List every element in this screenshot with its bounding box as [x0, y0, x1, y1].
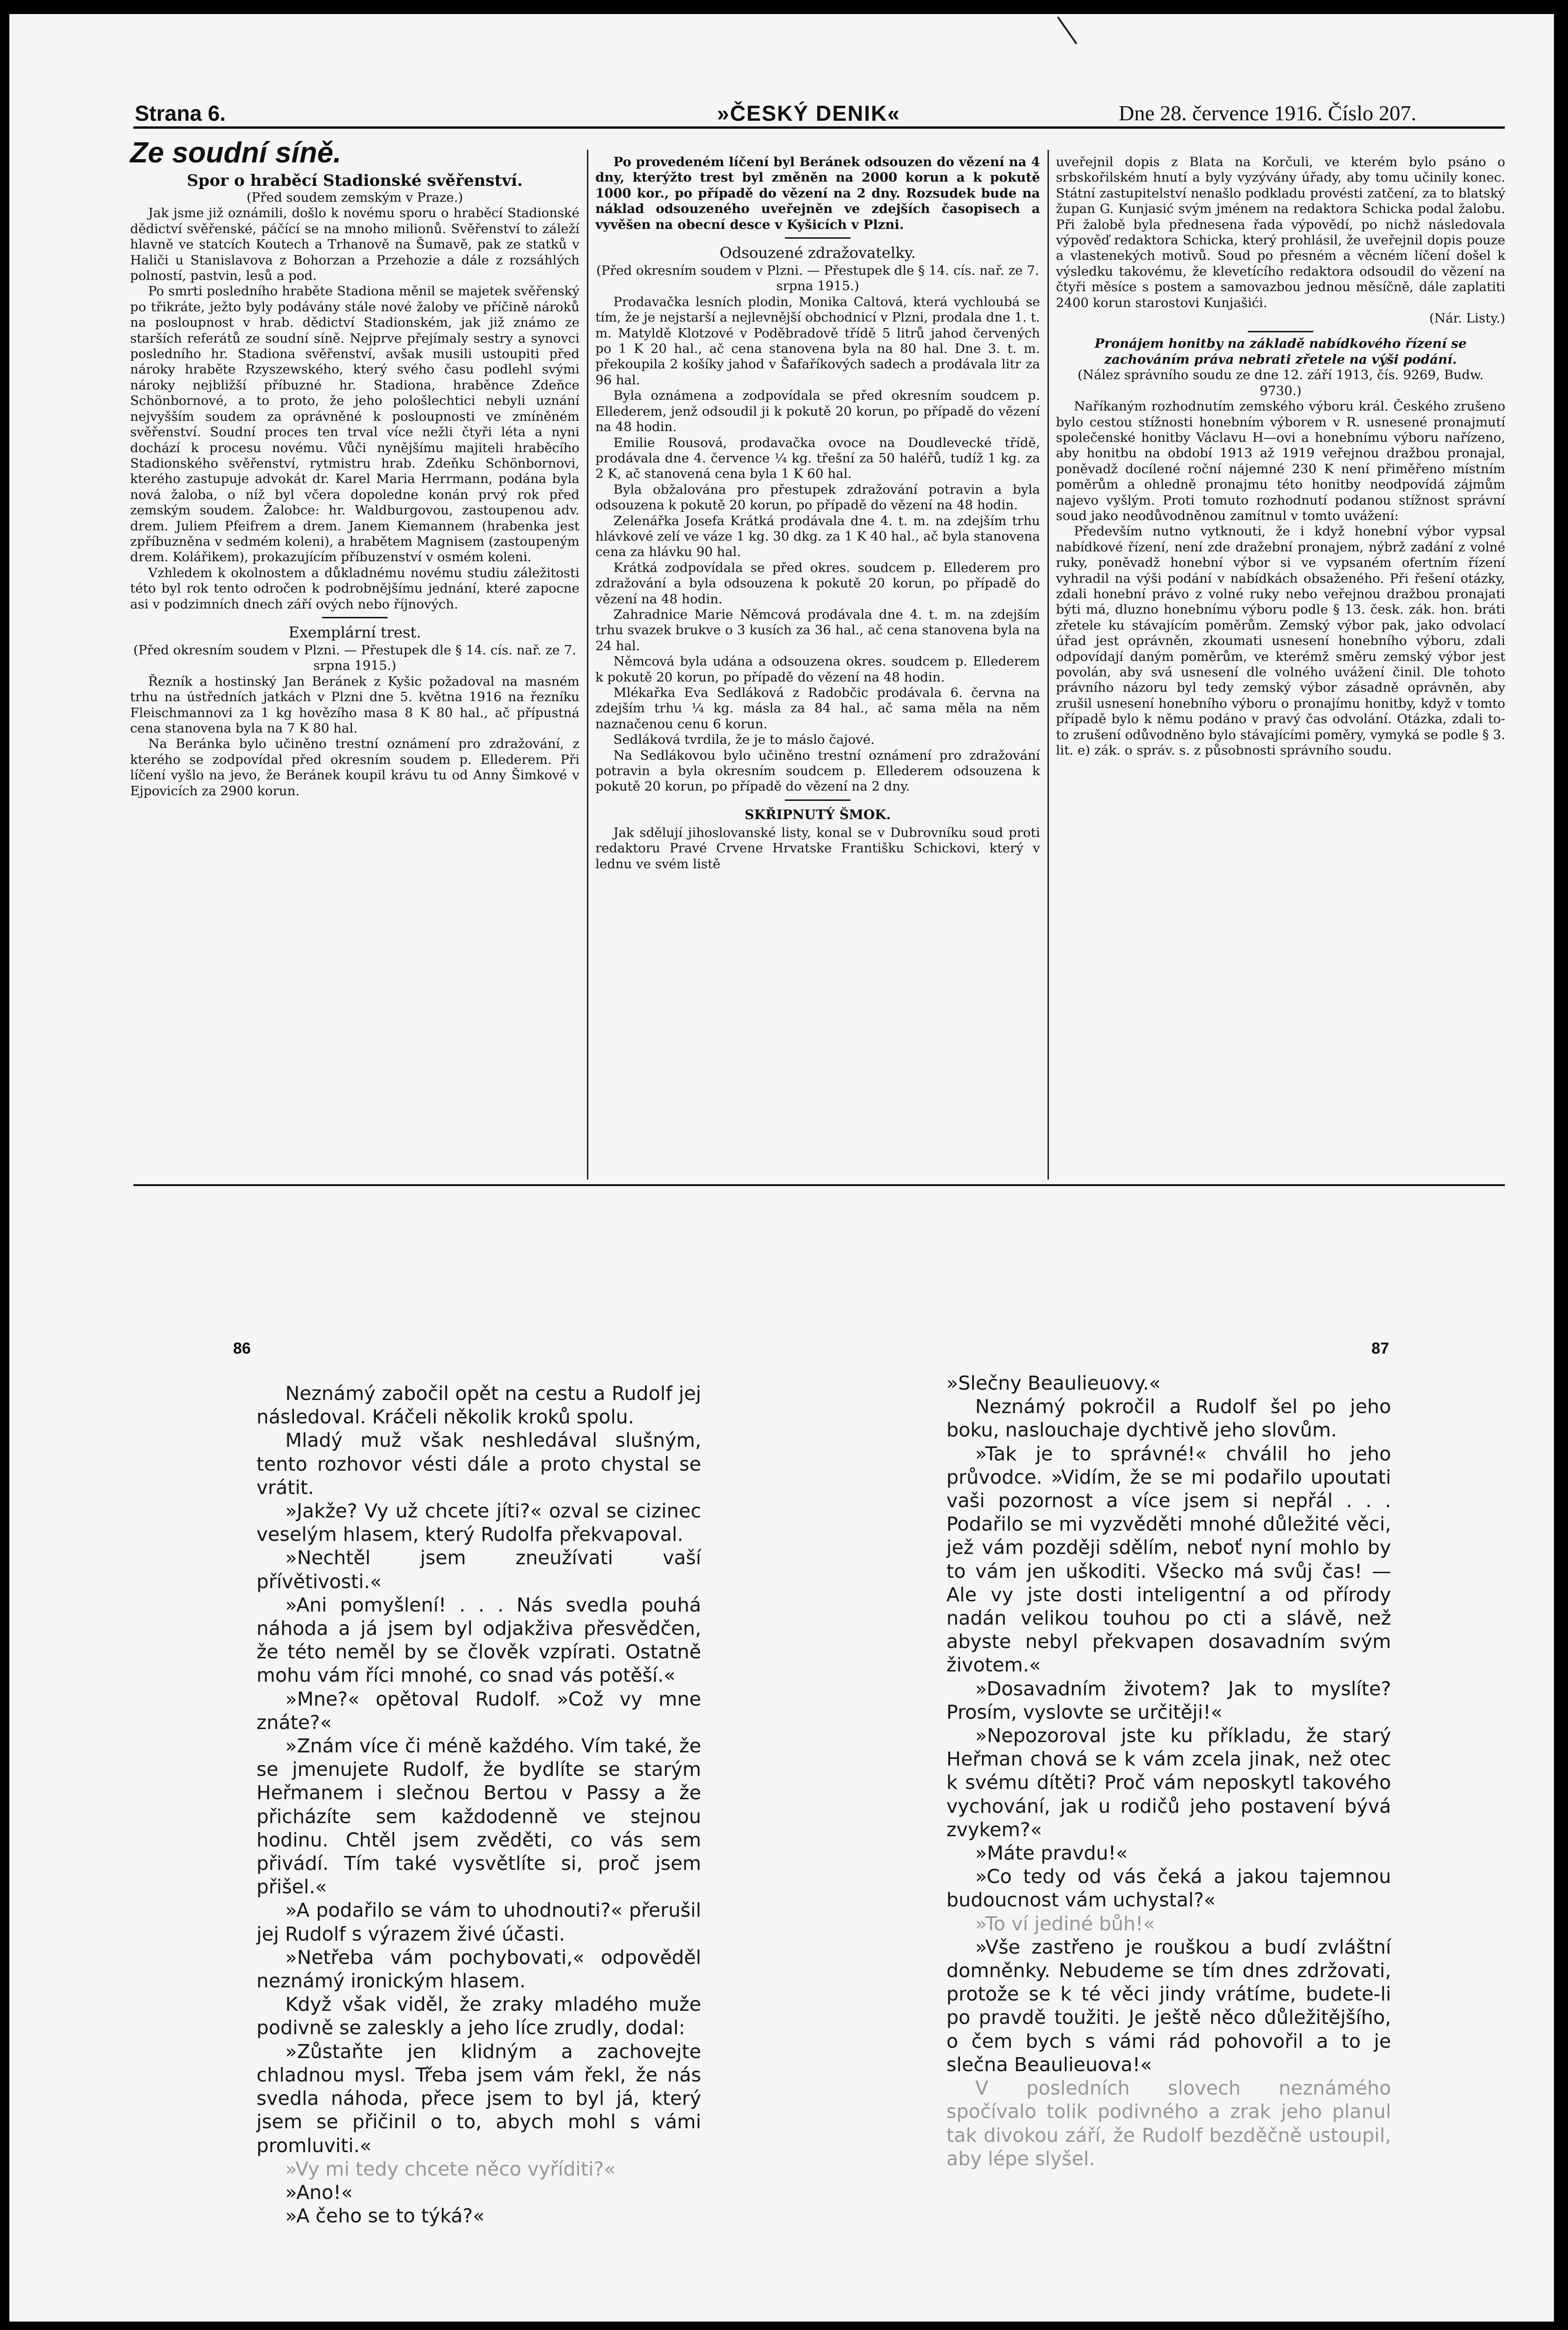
article-3-paragraph: Byla oznámena a zodpovídala se před okresním soudcem p. Ellederem, jenž odsoudil ji k pokutě 20 korun, po případě do vězení na 48 hodin. — [595, 388, 1040, 435]
novel-paragraph: »Znám více či méně každého. Vím také, že se jmenujete Rudolf, že bydlíte se starým Heřmanem i slečnou Bertou v Passy a že přicházíte sem každodenně ve stejnou hodinu. Chtěl jsem zvěděti, co vás sem přivádí. Tím také vysvětlíte si, proč jsem přišel.« — [256, 1735, 701, 1898]
column-divider — [1048, 150, 1049, 1180]
article-1-paragraph: Vzhledem k okolnostem a důkladnému novému studiu záležitosti této byl rok tento odročen k podrobnějšímu jednání, které zapocne asi v podzimních dnech září ových nebo říjnových. — [130, 565, 579, 612]
article-3-paragraph: Emilie Rousová, prodavačka ovoce na Doudlevecké třídě, prodávala dne 4. července ¼ kg. třešní za 50 haléřů, tudíž 1 kg. za 2 K, ač stanovená cena byla 1 K 60 hal. — [595, 435, 1040, 482]
novel-paragraph: Neznámý pokročil a Rudolf šel po jeho boku, naslouchaje dychtivě jeho slovům. — [946, 1395, 1391, 1442]
article-2-title: Exemplární trest. — [288, 623, 421, 641]
feuilleton-right-page — [946, 1371, 1391, 2170]
novel-paragraph: »Co tedy od vás čeká a jakou tajemnou budoucnost vám uchystal?« — [946, 1865, 1391, 1912]
novel-paragraph: »Zůstaňte jen klidným a zachovejte chladnou mysl. Třeba jsem vám řekl, že nás svedla náhoda, přece jsem to byl já, který jsem se přičinil o to, abych mohl s vámi promluviti.« — [256, 2040, 701, 2157]
separator-rule — [1248, 331, 1313, 332]
column-2 — [595, 154, 1040, 872]
newspaper-page — [9, 14, 1554, 2322]
article-1-title: Spor o hraběcí Stadionské svěřenství. — [187, 171, 523, 190]
article-3-paragraph: Krátká zodpovídala se před okres. soudcem p. Ellederem pro zdražování a byla odsouzena k pokutě 20 korun, po případě do vězení na 48 hodin. — [595, 560, 1040, 607]
article-3-paragraph: Byla obžalována pro přestupek zdražování potravin a byla odsouzena k pokutě 20 korun, po případě do vězení na 48 hodin. — [595, 482, 1040, 513]
article-1-paragraph: Po smrti posledního hraběte Stadiona měnil se majetek svěřenský po třikráte, ježto byly podávány stále nové žaloby ve příčině nároků na posloupnost v hrab. dědictví Stadionském, jak již známo ze starších referátů ze soudní síně. Nejprve přejímaly sestry a synovci posledního hr. Stadiona svěřenství, avšak musili ustoupiti před nároky hraběte Rzyszewského, který svého času podlehl svými nároky nejbližší příbuzné hr. Stadiona, hraběnce Zdeňce Schönbornové, a to proto, že jeho pološlechtici nebyli uznání nejvyšším soudem za oprávněné k posloupnosti ve zmíněném svěřenství. Soudní proces ten trval více nežli čtyři léta a nyni dochází k procesu novému. Vůči nynějšímu majiteli hraběcího Stadionského svěřenství, rytmistru hrab. Zdeňku Schönbornovi, kterého zastupuje advokát dr. Karel Maria Herrmann, podána byla nová žaloba, o níž byl včera dopoledne konán prvý rok před zemským soudem. Žalobce: hr. Waldburgovou, zastoupenou adv. drem. Juliem Pfeifrem a drem. Janem Kiemannem (hrabenka jest zpříbuzněna v sedmém koleni), a hrabětem Magnisem (zastoupeným drem. Kolářikem), prokazujícím příbuzenství v osmém koleni. — [130, 284, 579, 565]
novel-paragraph: »Vy mi tedy chcete něco vyříditi?« — [285, 2157, 616, 2180]
left-page-number: 86 — [233, 1340, 251, 1357]
article-3-paragraph: Zahradnice Marie Němcová prodávala dne 4. t. m. na zdejším trhu svazek brukve o 3 kusích za 36 hal., ač cena stanovena byla na 24 hal. — [595, 607, 1040, 653]
feuilleton-left-page — [256, 1382, 701, 2227]
bottom-rule — [133, 1184, 1505, 1186]
novel-paragraph: Neznámý zabočil opět na cestu a Rudolf jej následoval. Kráčeli několik kroků spolu. — [256, 1382, 701, 1429]
article-5-title: Pronájem honitby na základě nabídkového řízení se zachováním práva nebrati zřetele na výši podání. — [1094, 336, 1467, 367]
article-3-paragraph: Prodavačka lesních plodin, Monika Caltová, která vychloubá se tím, že je nejstarší a nejlevnější obchodnicí v Plzni, prodala dne 1. t. m. Matyldě Klotzové v Poděbradově třídě 5 litrů jahod červených po 1 K 20 hal., ač cena stanovena byla na 80 hal. Dne 3. t. m. překoupila 2 košíky jahod v Šafaříkových sadech a prodávala litr za 96 hal. — [595, 294, 1040, 388]
verdict-paragraph: Po provedeném líčení byl Beránek odsouzen do vězení na 4 dny, kterýžto trest byl změněn na 2000 korun a k pokutě 1000 kor., po případě do vězení na 2 dny. Rozsudek bude na náklad odsouzeného uveřejněn ve zdejších časopisech a vyvěšen na obecní desce v Kyšicích v Plzni. — [595, 154, 1040, 232]
article-3-paragraph: Mlékařka Eva Sedláková z Radobčic prodávala 6. června na zdejším trhu ¼ kg. másla za 84 hal., ač sama měla na něm naznačenou cenu 6 korun. — [595, 685, 1040, 732]
column-3 — [1056, 154, 1505, 758]
article-3-paragraph: Sedláková tvrdila, že je to máslo čajové. — [613, 732, 875, 747]
novel-paragraph: »Nepozoroval jste ku příkladu, že starý Heřman chová se k vám zcela jinak, než otec k svému dítěti? Proč vám neposkytl takového vychování, jak u rodičů jeho postavení bývá zvykem?« — [946, 1724, 1391, 1841]
novel-paragraph: »Máte pravdu!« — [975, 1842, 1128, 1865]
article-4-continued: uveřejnil dopis z Blata na Korčuli, ve kterém bylo psáno o srbskořilském hnutí a byly vyzývány úřady, aby tomu učinily konec. Státní zastupitelství nenašlo podkladu provésti zatčení, za to blatský župan G. Kunjasić svým jménem na redaktora Schicka podal žalobu. Při žalobě byla přednesena řada výpovědí, po nichž následovala výpověď redaktora Schicka, který prohlásil, že uveřejnil dopis pouze a vlastenekých motivů. Soud po přesném a věcném líčení došel k výsledku takovému, že klevetícího redaktora odsoudil do vězení na čtyři měsíce s postem a samovazbou jednou měsíčně, dále zaplatiti 2400 korun starostovi Kunjašići. — [1056, 154, 1505, 310]
article-2-subtitle: (Před okresním soudem v Plzni. — Přestupek dle § 14. cís. nař. ze 7. srpna 1915.) — [133, 642, 577, 674]
article-2-paragraph: Řezník a hostinský Jan Beránek z Kyšic požadoval na masném trhu na ústředních jatkách v Plzni dne 5. května 1916 na řezníku Fleischmannovi za 1 kg hovězího masa 8 K 80 hal., ač přípustná cena stanovena byla na 7 K 80 hal. — [130, 674, 579, 736]
section-title: Ze soudní síně. — [130, 137, 342, 169]
separator-rule — [322, 617, 388, 618]
scan-scratch-mark — [1057, 16, 1077, 44]
novel-paragraph: »A podařilo se vám to uhodnouti?« přerušil jej Rudolf s výrazem živé účasti. — [256, 1899, 701, 1945]
novel-paragraph: Mladý muž však neshledával slušným, tento rozhovor vésti dále a proto chystal se vrátit. — [256, 1429, 701, 1499]
source-credit: (Nár. Listy.) — [1429, 311, 1505, 326]
separator-rule — [785, 799, 850, 801]
right-page-number: 87 — [1371, 1340, 1389, 1357]
novel-paragraph: »Ani pomyšlení! . . . Nás svedla pouhá náhoda a já jsem byl odjakživa přesvědčen, že této neměl by se člověk vzpírati. Ostatně mohu vám říci mnohé, co snad vás potěší.« — [256, 1593, 701, 1687]
novel-paragraph: »Tak je to správné!« chválil ho jeho průvodce. »Vidím, že se mi podařilo upoutati vaši pozornost a více jsem si nepřál . . . Podařilo se mi vyzvěděti mnohé důležité věci, jež vám později sdělím, neboť nyní mohlo by to vám jen uškoditi. Všecko má svůj čas! — Ale vy jste dosti inteligentní a od přírody nadán velikou touhou po cti a slávě, než abyste nebyl překvapen dosavadním svým životem.« — [946, 1442, 1391, 1677]
article-3-title: Odsouzené zdražovatelky. — [719, 244, 916, 262]
novel-paragraph: »Nechtěl jsem zneužívati vaší přívětivosti.« — [256, 1546, 701, 1593]
novel-paragraph: »Slečny Beaulieuovy.« — [946, 1372, 1161, 1394]
article-4-title: SKŘIPNUTÝ ŠMOK. — [744, 806, 891, 822]
masthead-rule — [133, 126, 1505, 129]
article-3-paragraph: Na Sedlákovou bylo učiněno trestní oznámení pro zdražování potravin a byla okresním soudcem p. Ellederem odsouzena k pokutě 20 korun, po případě do vězení na 2 dny. — [595, 747, 1040, 794]
article-4-paragraph: Jak sdělují jihoslovanské listy, konal se v Dubrovníku soud proti redaktoru Pravé Crvene Hrvatske Františku Schickovi, který v lednu ve svém listě — [595, 825, 1040, 872]
novel-paragraph: »Vše zastřeno je rouškou a budí zvláštní domněnky. Nebudeme se tím dnes zdržovati, protože se k té věci jindy vrátíme, budete-li po pravdě toužiti. Je ještě něco důležitějšího, o čem bych s vámi rád pohovořil a to je slečna Beaulieuova!« — [946, 1935, 1391, 2076]
separator-rule — [785, 237, 850, 239]
novel-paragraph: Když však viděl, že zraky mladého muže podivně se zaleskly a jeho líce zrudly, dodal: — [256, 1993, 701, 2039]
issue-date-number: Dne 28. července 1916. Číslo 207. — [1119, 101, 1417, 125]
novel-paragraph: »Netřeba vám pochybovati,« odpověděl neznámý ironickým hlasem. — [256, 1946, 701, 1993]
novel-paragraph: »Jakže? Vy už chcete jíti?« ozval se cizinec veselým hlasem, který Rudolfa překvapoval. — [256, 1500, 701, 1546]
article-1-paragraph: Jak jsme již oznámili, došlo k novému sporu o hraběcí Stadionské dědictví svěřenské, páčící se na mnoho milionů. Svěřenství to záleží hlavně ve statcích Koutech a Trhanově na Šumavě, pak ze statků v Haliči u Stanislavova z Bohorzan a Przehozie a dále z rozsáhlých polností, pastvin, lesů a pod. — [130, 205, 579, 284]
novel-paragraph: »To ví jediné bůh!« — [975, 1912, 1155, 1935]
article-5-paragraph: Především nutno vytknouti, že i když honební výbor vypsal nabídkové řízení, není zde dražební pronajem, nýbrž zadání z volné ruky, poněvadž honební výbor si ve vypsaném ofertním řízení vyhradil na výši podání v nabídkách obsaženého. Při řešení otázky, zdali honební právo z volné ruky nebo veřejnou dražbou pronajati býti má, dluzno honebnímu výboru podle § 13. česk. zák. hon. bráti zřetele ku stávajícím poměrům. Zemský výbor pak, jako odvolací úřad jest oprávněn, zkoumati usnesení honebního výboru, zdali odpovídají daným poměrům, ve kterémž směru zemský výbor jest povolán, aby svá usnesení dle volného uvážení činil. Dle tohoto právního názoru byl tedy zemský výbor zásadně oprávněn, aby zrušil usnesení honebního výboru o pronajímu honitby, když v tomto případě bylo k němu podáno v pravý čas odvolání. Otázka, zdali to-to zrušení odůvodněno bylo stávajícími poměry, vymyká se podle § 3. lit. e) zák. o správ. s. z působnosti správního soudu. — [1056, 524, 1505, 758]
article-3-paragraph: Němcová byla udána a odsouzena okres. soudcem p. Ellederem k pokutě 20 korun, po případě do vězení na 48 hodin. — [595, 654, 1040, 685]
article-5-paragraph: Naříkaným rozhodnutím zemského výboru král. Českého zrušeno bylo cestou stížnosti honebním výborem v R. usnesené pronajmutí společenské honitby Václavu H—ovi a honebnímu výboru nařízeno, aby honitbu na období 1913 až 1919 veřejnou dražbou pronajal, poněvadž docílené roční nájemné 230 K není přiměřeno místním poměrům a ohledně pronajmu této honitby neodpovídá zájmům najevo vyšlým. Proti tomuto rozhodnutí podanou stížnost správní soud jako neodůvodněnou zamítnul v tomto uvážení: — [1056, 399, 1505, 523]
column-divider — [587, 150, 588, 1180]
novel-paragraph: V posledních slovech neznámého spočívalo tolik podivného a zrak jeho planul tak divokou září, že Rudolf bezděčně ustoupil, aby lépe slyšel. — [946, 2077, 1391, 2170]
newspaper-name: »ČESKÝ DENIK« — [717, 101, 901, 125]
article-2-paragraph: Na Beránka bylo učiněno trestní oznámení pro zdražování, z kterého se zodpovídal před okresním soudem p. Ellederem. Při líčení vyšlo na jevo, že Beránek koupil krávu tu od Anny Šimkové v Ejpovicích za 2900 korun. — [130, 736, 579, 799]
article-5-subtitle: (Nález správního soudu ze dne 12. září 1913, čís. 9269, Budw. 9730.) — [1077, 367, 1484, 398]
column-1 — [130, 135, 579, 799]
novel-paragraph: »Dosavadním životem? Jak to myslíte? Prosím, vyslovte se určitěji!« — [946, 1677, 1391, 1723]
novel-paragraph: »Ano!« — [285, 2181, 353, 2204]
page-label: Strana 6. — [135, 101, 226, 125]
article-3-paragraph: Zelenářka Josefa Krátká prodávala dne 4. t. m. na zdejším trhu hlávkové zelí ve váze 1 kg. 30 dkg. za 1 K 40 hal., ač byla stanovena cena za hlávku 90 hal. — [595, 513, 1040, 560]
novel-paragraph: »A čeho se to týká?« — [285, 2205, 485, 2227]
article-3-subtitle: (Před okresním soudem v Plzni. — Přestupek dle § 14. cís. nař. ze 7. srpna 1915.) — [596, 263, 1040, 294]
article-1-subtitle: (Před soudem zemským v Praze.) — [246, 190, 463, 205]
novel-paragraph: »Mne?« opětoval Rudolf. »Což vy mne znáte?« — [256, 1687, 701, 1734]
